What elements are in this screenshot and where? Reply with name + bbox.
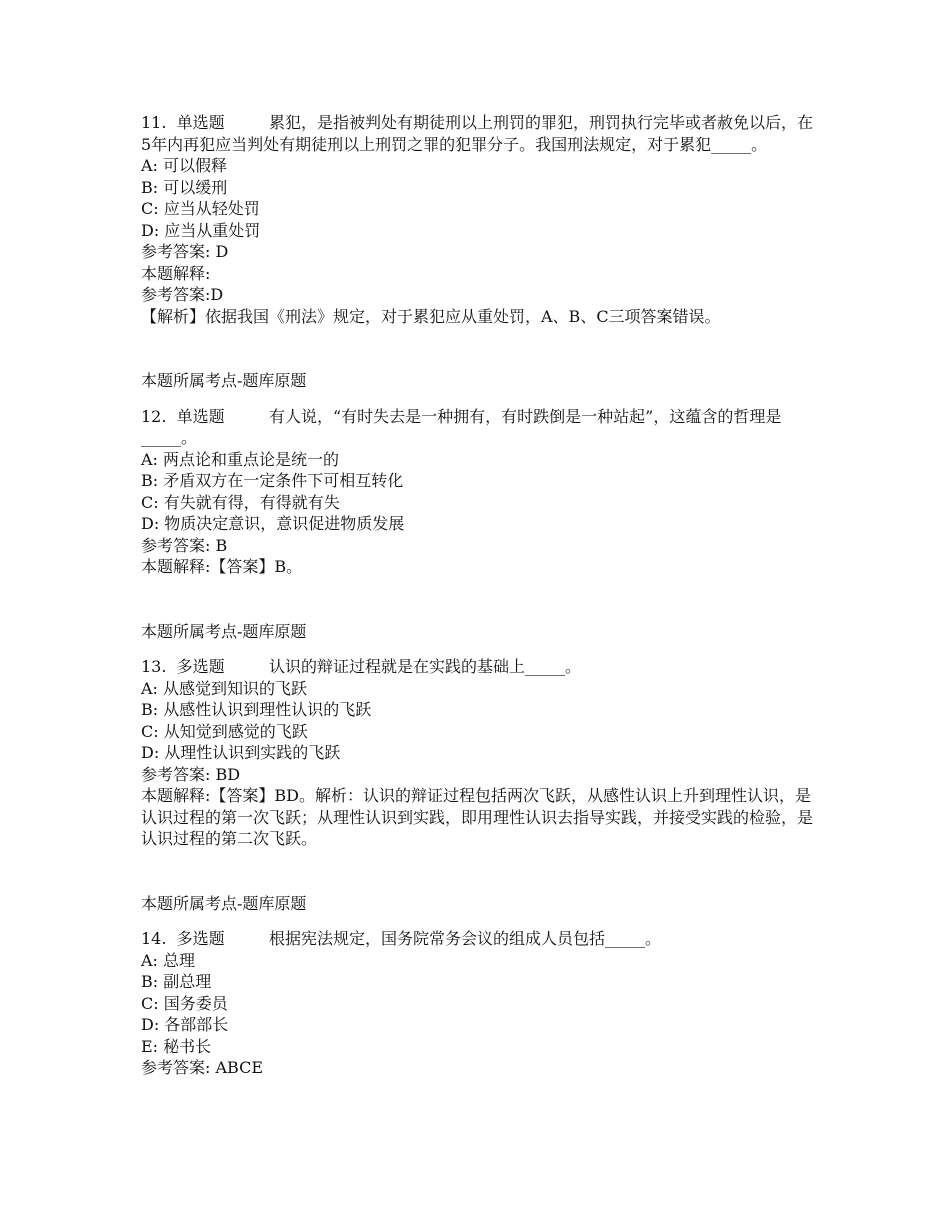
explanation-line: 【解析】依据我国《刑法》规定，对于累犯应从重处罚，A、B、C三项答案错误。 xyxy=(141,306,721,326)
question-12 xyxy=(141,406,821,657)
question-type: 单选题 xyxy=(176,113,225,132)
question-14 xyxy=(141,928,821,1079)
question-number: 14. xyxy=(141,929,167,948)
answer: 参考答案: B xyxy=(141,535,228,555)
option-a: A: 可以假释 xyxy=(141,156,228,175)
option-d: D: 物质决定意识，意识促进物质发展 xyxy=(141,514,405,533)
option-b: B: 副总理 xyxy=(141,972,212,991)
question-stem: 根据宪法规定，国务院常务会议的组成人员包括_____。 xyxy=(269,929,662,948)
option-a: A: 从感觉到知识的飞跃 xyxy=(141,678,308,698)
answer: 参考答案: ABCE xyxy=(141,1058,264,1077)
question-number-type xyxy=(141,406,255,428)
question-13 xyxy=(141,656,821,928)
option-c: C: 国务委员 xyxy=(141,993,228,1013)
question-stem: 有人说，“有时失去是一种拥有，有时跌倒是一种站起”，这蕴含的哲理是_____。 xyxy=(141,406,782,447)
question-type: 单选题 xyxy=(176,406,225,426)
question-number-type xyxy=(141,928,255,950)
topic-label: 本题所属考点-题库原题 xyxy=(141,621,307,641)
option-d: D: 各部部长 xyxy=(141,1015,229,1034)
option-d: D: 应当从重处罚 xyxy=(141,220,261,240)
answer: 参考答案: BD xyxy=(141,764,241,784)
question-number: 12. xyxy=(141,406,167,426)
option-e: E: 秘书长 xyxy=(141,1036,212,1056)
question-type: 多选题 xyxy=(176,929,225,948)
question-type: 多选题 xyxy=(176,657,225,676)
document-page xyxy=(141,112,821,1079)
question-stem: 累犯，是指被判处有期徒刑以上刑罚的罪犯，刑罚执行完毕或者赦免以后，在5年内再犯应当判处有期徒刑以上刑罚之罪的犯罪分子。我国刑法规定，对于累犯_____。 xyxy=(141,113,814,154)
option-c: C: 应当从轻处罚 xyxy=(141,199,260,218)
topic-label: 本题所属考点-题库原题 xyxy=(141,893,307,913)
question-number: 13. xyxy=(141,657,167,676)
question-number: 11. xyxy=(141,113,167,132)
explanation-label: 本题解释:【答案】B。 xyxy=(141,557,303,576)
answer: 参考答案: D xyxy=(141,242,229,261)
option-b: B: 矛盾双方在一定条件下可相互转化 xyxy=(141,471,404,490)
question-number-type xyxy=(141,112,255,134)
explanation-label: 本题解释:【答案】BD。解析：认识的辩证过程包括两次飞跃，从感性认识上升到理性认识，是认识过程的第一次飞跃；从理性认识到实践，即用理性认识去指导实践，并接受实践的检验，是认识过程的第二次飞跃。 xyxy=(141,786,814,848)
option-c: C: 从知觉到感觉的飞跃 xyxy=(141,721,308,741)
question-stem: 认识的辩证过程就是在实践的基础上_____。 xyxy=(269,657,582,676)
topic-label: 本题所属考点-题库原题 xyxy=(141,371,307,390)
option-b: B: 可以缓刑 xyxy=(141,177,228,197)
option-d: D: 从理性认识到实践的飞跃 xyxy=(141,743,341,762)
option-a: A: 两点论和重点论是统一的 xyxy=(141,449,340,469)
question-number-type xyxy=(141,656,255,678)
question-11 xyxy=(141,112,821,406)
explanation-label: 本题解释: xyxy=(141,263,211,283)
option-b: B: 从感性认识到理性认识的飞跃 xyxy=(141,700,372,719)
option-c: C: 有失就有得，有得就有失 xyxy=(141,492,340,512)
option-a: A: 总理 xyxy=(141,950,196,970)
explanation-line: 参考答案:D xyxy=(141,285,224,304)
